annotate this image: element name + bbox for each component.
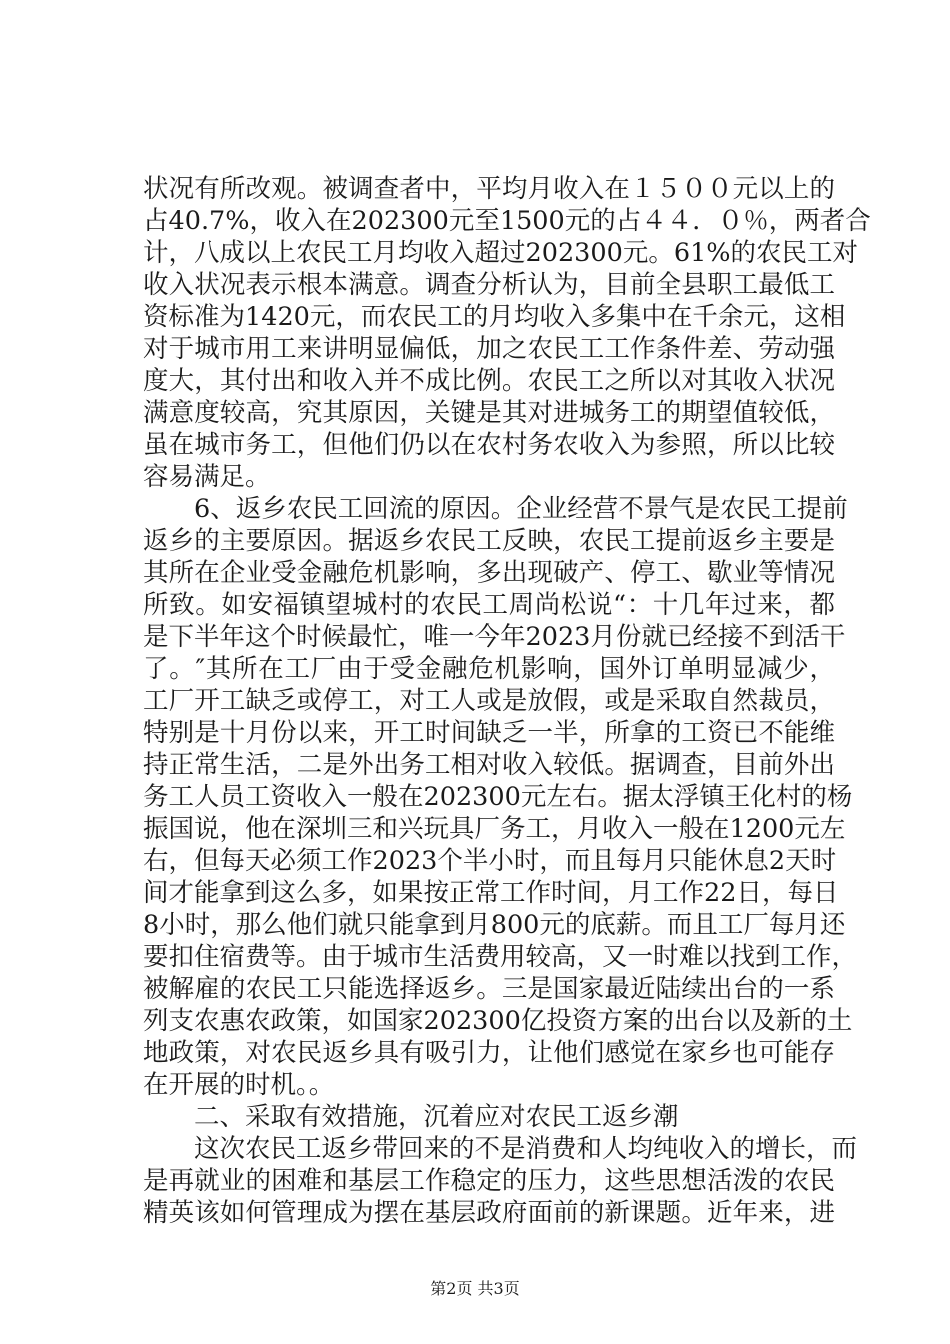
text-line: 工厂开工缺乏或停工，对工人或是放假，或是采取自然裁员，: [143, 686, 835, 716]
text-line: 务工人员工资收入一般在202300元左右。据太浮镇王化村的杨: [143, 782, 853, 812]
text-line: 地政策，对农民返乡具有吸引力，让他们感觉在家乡也可能存: [143, 1038, 835, 1068]
text-line: 精英该如何管理成为摆在基层政府面前的新课题。近年来，进: [143, 1198, 835, 1228]
text-line: 8小时，那么他们就只能拿到月800元的底薪。而且工厂每月还: [143, 910, 846, 940]
text-line: 收入状况表示根本满意。调查分析认为，目前全县职工最低工: [143, 270, 835, 300]
text-line: 振国说，他在深圳三和兴玩具厂务工，月收入一般在1200元左: [143, 814, 846, 844]
text-line: 被解雇的农民工只能选择返乡。三是国家最近陆续出台的一系: [143, 974, 835, 1004]
section-heading: 二、采取有效措施，沉着应对农民工返乡潮: [143, 1102, 679, 1132]
text-line: 对于城市用工来讲明显偏低，加之农民工工作条件差、劳动强: [143, 334, 835, 364]
text-line: 是下半年这个时候最忙，唯一今年2023月份就已经接不到活干: [143, 622, 846, 652]
text-line: 右，但每天必须工作2023个半小时，而且每月只能休息2天时: [143, 846, 837, 876]
text-line: 资标准为1420元，而农民工的月均收入多集中在千余元，这相: [143, 302, 846, 332]
paragraph-end-line: 容易满足。: [143, 462, 271, 492]
document-body: [143, 173, 871, 1229]
text-line: 这次农民工返乡带回来的不是消费和人均纯收入的增长，而: [143, 1134, 858, 1164]
text-line: 持正常生活，二是外出务工相对收入较低。据调查，目前外出: [143, 750, 835, 780]
text-line: 间才能拿到这么多，如果按正常工作时间，月工作22日，每日: [143, 878, 839, 908]
text-line: 其所在企业受金融危机影响，多出现破产、停工、歇业等情况: [143, 558, 835, 588]
text-line: 了。″其所在工厂由于受金融危机影响，国外订单明显减少，: [143, 654, 835, 684]
text-line: 特别是十月份以来，开工时间缺乏一半，所拿的工资已不能维: [143, 718, 835, 748]
page-footer: 第2页 共3页: [430, 1279, 520, 1298]
text-line: 虽在城市务工，但他们仍以在农村务农收入为参照，所以比较: [143, 430, 835, 460]
text-line: 满意度较高，究其原因，关键是其对进城务工的期望值较低，: [143, 398, 835, 428]
text-line: 要扣住宿费等。由于城市生活费用较高，又一时难以找到工作，: [143, 942, 858, 972]
text-line: 所致。如安福镇望城村的农民工周尚松说“：十几年过来，都: [143, 590, 835, 620]
text-line: 6、返乡农民工回流的原因。企业经营不景气是农民工提前: [143, 494, 848, 524]
text-line: 是再就业的困难和基层工作稳定的压力，这些思想活泼的农民: [143, 1166, 835, 1196]
text-line: 计，八成以上农民工月均收入超过202300元。61%的农民工对: [143, 238, 859, 268]
text-line: 状况有所改观。被调查者中，平均月收入在１５００元以上的: [143, 174, 835, 204]
text-line: 返乡的主要原因。据返乡农民工反映，农民工提前返乡主要是: [143, 526, 835, 556]
paragraph-end-line: 在开展的时机。。: [143, 1070, 335, 1100]
text-line: 占40.7%，收入在202300元至1500元的占４４．０％，两者合: [143, 206, 871, 236]
text-line: 列支农惠农政策，如国家202300亿投资方案的出台以及新的土: [143, 1006, 853, 1036]
text-line: 度大，其付出和收入并不成比例。农民工之所以对其收入状况: [143, 366, 835, 396]
